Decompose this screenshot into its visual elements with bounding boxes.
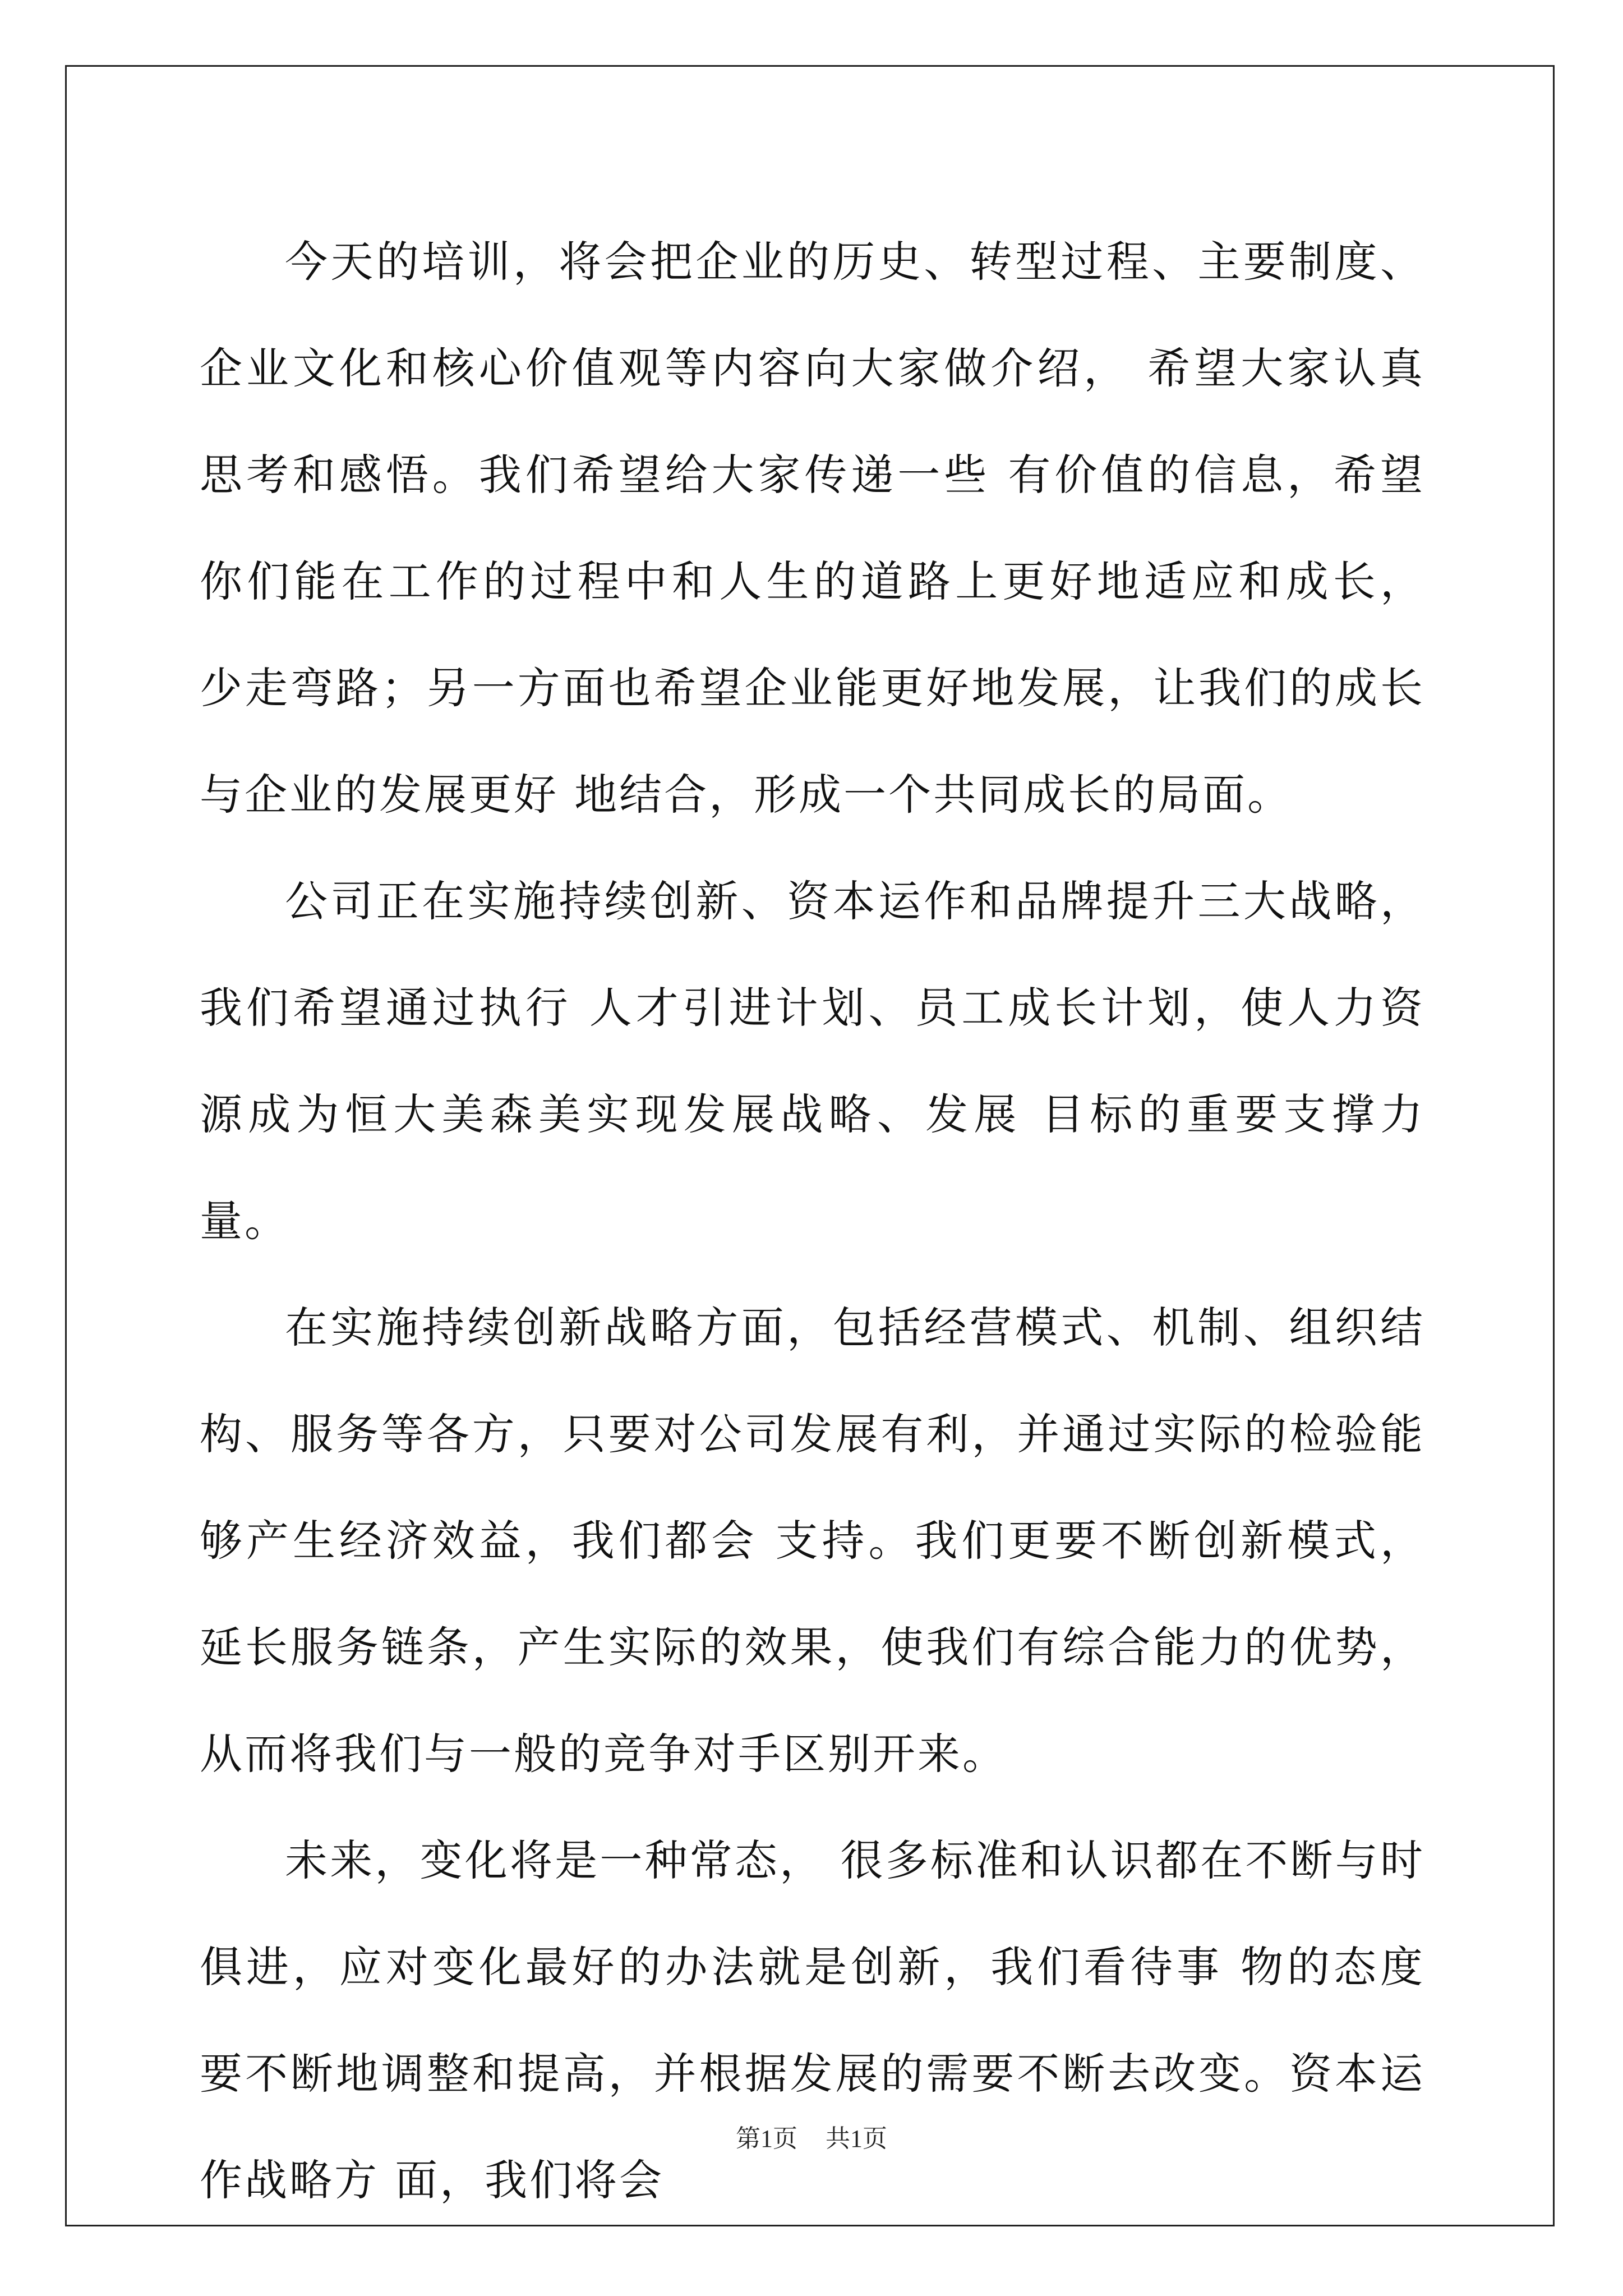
page-number: 第1页 bbox=[736, 2125, 797, 2152]
paragraph-future: 未来，变化将是一种常态， 很多标准和认识都在不断与时俱进，应对变化最好的办法就是创新，我们看待事 物的态度要不断地调整和提高，并根据发展的需要不断去改变。资本运作战略方 面，我们将会 bbox=[200, 1835, 1425, 2205]
page-total: 共1页 bbox=[826, 2125, 887, 2152]
document-body bbox=[200, 209, 1425, 2234]
paragraph-innovation: 在实施持续创新战略方面，包括经营模式、机制、组织结构、服务等各方，只要对公司发展有利，并通过实际的检验能够产生经济效益，我们都会 支持。我们更要不断创新模式，延长服务链条，产生实际的效果，使我们有综合能力的优势， 从而将我们与一般的竞争对手区别开来。 bbox=[200, 1303, 1425, 1779]
paragraph-strategy: 公司正在实施持续创新、资本运作和品牌提升三大战略，我们希望通过执行 人才引进计划、员工成长计划，使人力资源成为恒大美森美实现发展战略、发展 目标的重要支撑力量。 bbox=[200, 876, 1425, 1246]
paragraph-training-intro: 今天的培训，将会把企业的历史、转型过程、主要制度、企业文化和核心价值观等内容向大家做介绍， 希望大家认真思考和感悟。我们希望给大家传递一些 有价值的信息，希望你们能在工作的过程中和人生的道路上更好地适应和成长， 少走弯路；另一方面也希望企业能更好地发展，让我们的成长与企业的发展更好 地结合，形成一个共同成长的局面。 bbox=[200, 237, 1425, 820]
page-footer bbox=[0, 2118, 1623, 2154]
